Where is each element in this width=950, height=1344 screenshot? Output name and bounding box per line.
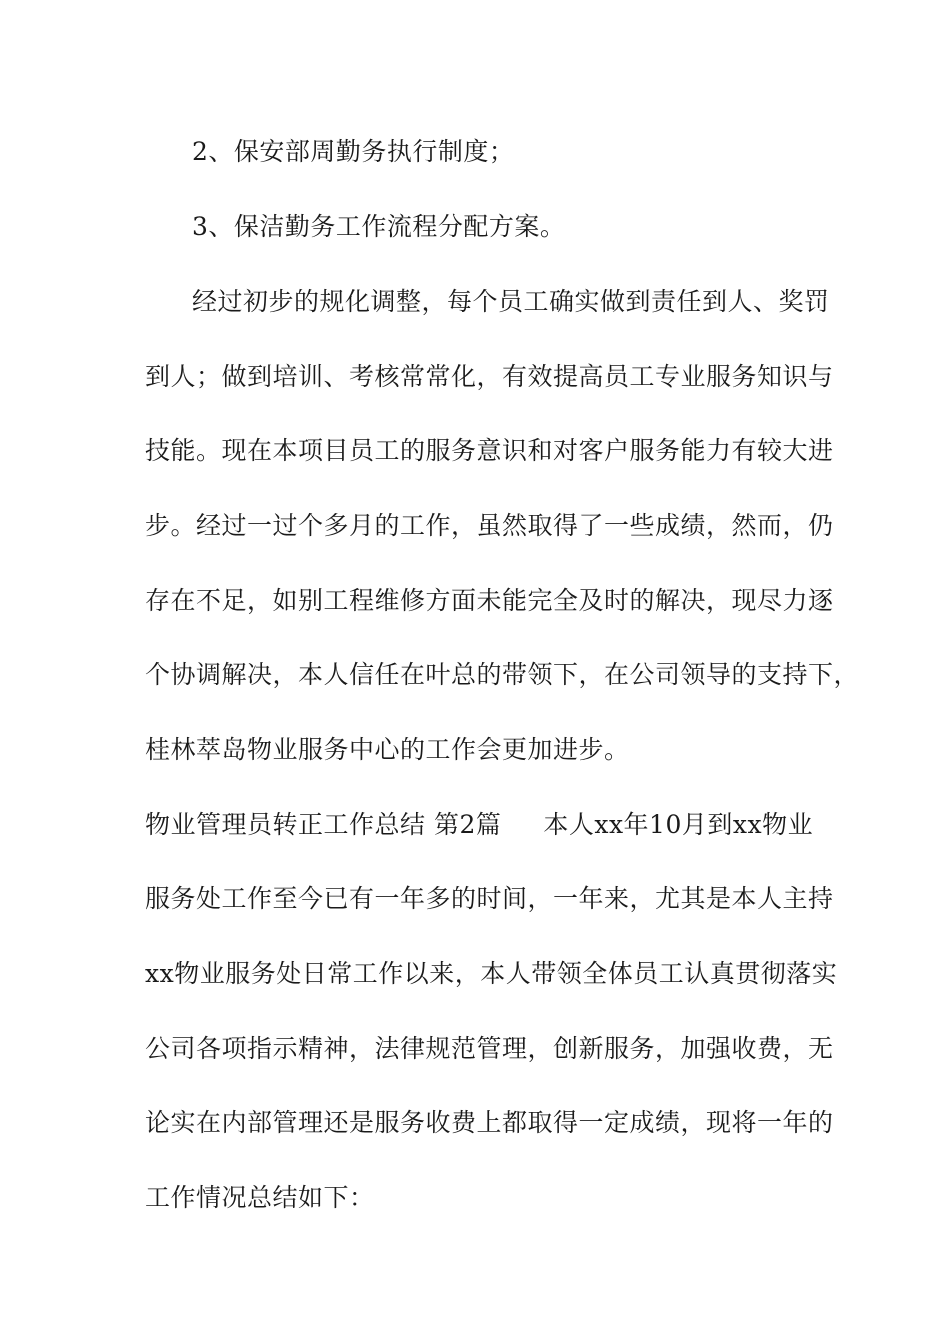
paragraph-line: 技能。现在本项目员工的服务意识和对客户服务能力有较大进 [145, 436, 834, 465]
list-item: 3、保洁勤务工作流程分配方案。 [192, 212, 566, 241]
paragraph-line: 服务处工作至今已有一年多的时间，一年来，尤其是本人主持 [145, 884, 834, 913]
paragraph-line: 论实在内部管理还是服务收费上都取得一定成绩，现将一年的 [145, 1108, 834, 1137]
paragraph-line: 公司各项指示精神，法律规范管理，创新服务，加强收费，无 [145, 1034, 834, 1063]
paragraph-line: 工作情况总结如下： [145, 1183, 375, 1212]
paragraph-line: 存在不足，如别工程维修方面未能完全及时的解决，现尽力逐 [145, 586, 834, 615]
paragraph-line: 到人；做到培训、考核常常化，有效提高员工专业服务知识与 [145, 362, 834, 391]
paragraph-line: 桂林萃岛物业服务中心的工作会更加进步。 [145, 735, 630, 764]
paragraph-line: 个协调解决，本人信任在叶总的带领下，在公司领导的支持下， [145, 660, 860, 689]
paragraph-line: 步。经过一过个多月的工作，虽然取得了一些成绩，然而，仍 [145, 511, 834, 540]
list-item: 2、保安部周勤务执行制度； [192, 137, 515, 166]
section-first-line: 本人xx年10月到xx物业 [543, 810, 814, 839]
section-title: 物业管理员转正工作总结 第2篇 [145, 810, 502, 839]
paragraph-line: 经过初步的规化调整，每个员工确实做到责任到人、奖罚 [192, 287, 830, 316]
section-heading-line [145, 810, 813, 840]
paragraph-line: xx物业服务处日常工作以来，本人带领全体员工认真贯彻落实 [145, 959, 838, 988]
